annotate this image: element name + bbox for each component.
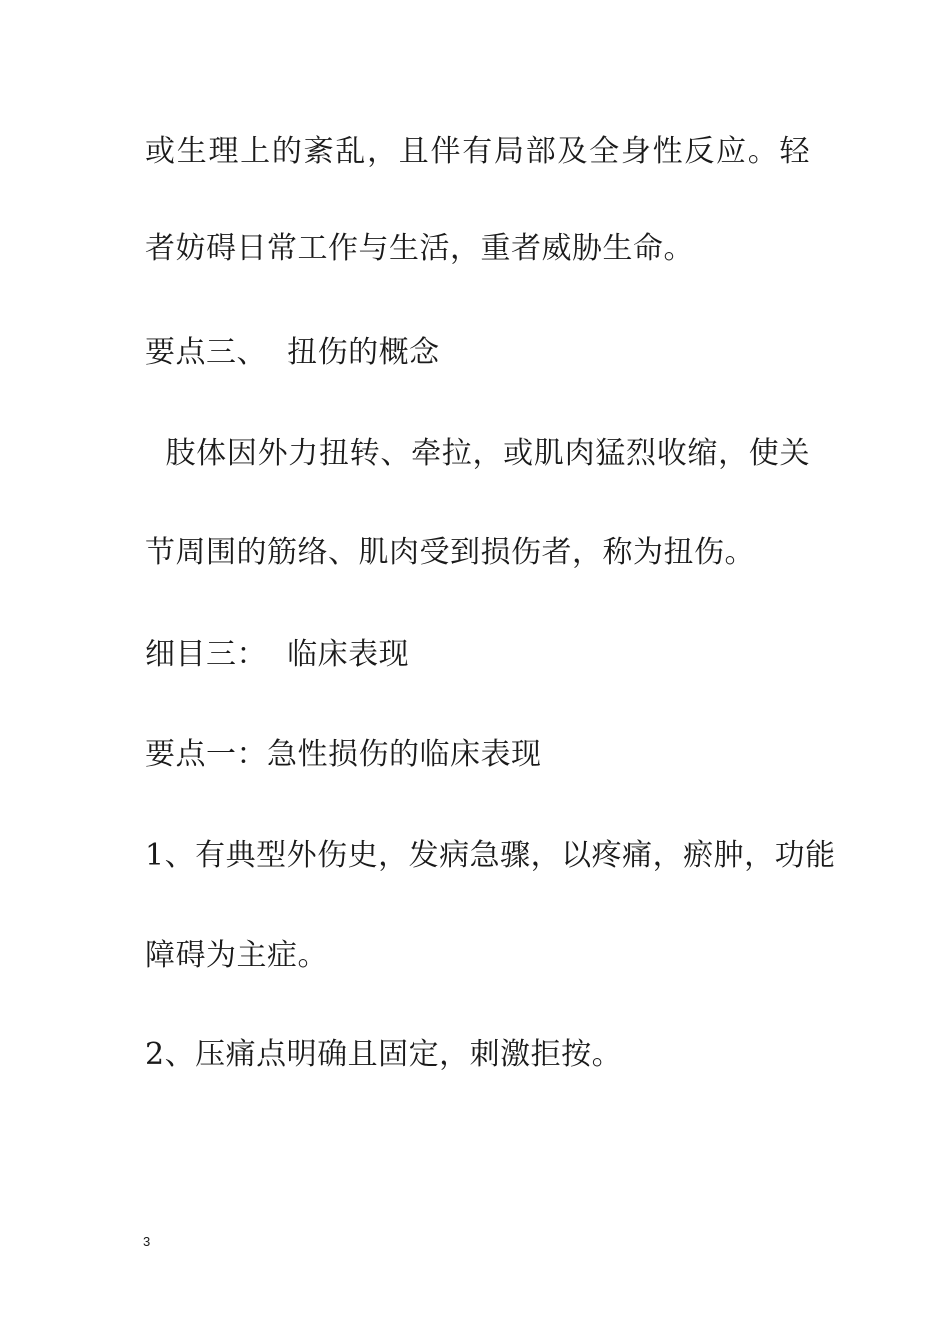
list-item: 障碍为主症。	[145, 938, 328, 973]
page-number: 3	[143, 1234, 151, 1249]
section-heading: 细目三： 临床表现	[145, 637, 410, 672]
list-item: 1、有典型外伤史，发病急骤，以疼痛，瘀肿，功能	[145, 838, 836, 873]
section-heading: 要点三、 扭伤的概念	[145, 335, 440, 370]
text-line: 节周围的筋络、肌肉受到损伤者，称为扭伤。	[145, 535, 755, 570]
text-line: 肢体因外力扭转、牵拉，或肌肉猛烈收缩，使关	[145, 436, 810, 471]
text-line: 或生理上的紊乱，且伴有局部及全身性反应。轻	[145, 134, 810, 169]
list-item: 2、压痛点明确且固定，刺激拒按。	[145, 1037, 623, 1072]
text-line: 者妨碍日常工作与生活，重者威胁生命。	[145, 231, 694, 266]
section-heading: 要点一：急性损伤的临床表现	[145, 737, 542, 772]
